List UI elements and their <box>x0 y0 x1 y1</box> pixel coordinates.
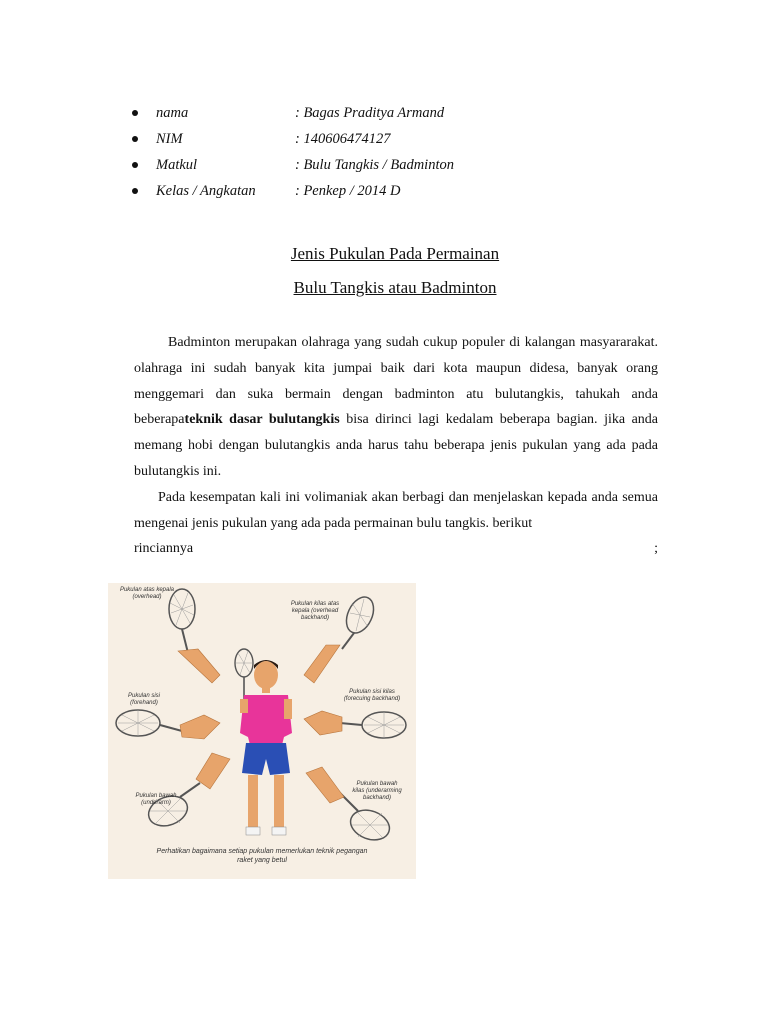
paragraph-2 <box>134 485 658 537</box>
info-row-kelas <box>132 178 612 204</box>
racket-overhead-icon <box>169 589 220 683</box>
label-backhand: Pukulan sisi kilas (forecuing backhand) <box>343 689 401 702</box>
label-overhead-backhand: Pukulan kilas atas kepala (overhead backhand) <box>290 601 340 621</box>
label-overhead: Pukulan atas kepala (overhead) <box>119 587 175 600</box>
info-value: : Bulu Tangkis / Badminton <box>295 156 454 173</box>
racket-forehand-icon <box>116 710 220 739</box>
racket-underhand-icon <box>144 753 230 831</box>
body-text <box>134 330 658 562</box>
label-forehand: Pukulan sisi (forehand) <box>127 693 160 706</box>
racket-backhand-icon <box>304 711 406 738</box>
student-info <box>132 100 612 204</box>
boy-player-figure <box>240 660 292 835</box>
bullet-icon <box>132 162 138 168</box>
paragraph-1-end: bisa dirinci lagi kedalam beberapa bagian. jika anda memang hobi dengan bulutangkis anda harus tahu beberapa jenis pukulan yang ada pada bulutangkis ini. <box>134 412 658 479</box>
paragraph-2-last-line <box>134 536 658 562</box>
info-label: Kelas / Angkatan <box>156 182 256 199</box>
bold-phrase: teknik dasar bulutangkis <box>184 412 340 428</box>
figure-caption: Perhatikan bagaimana setiap pukulan memerlukan teknik pegangan raket yang betul <box>156 848 368 864</box>
illustration-drawing <box>108 583 416 879</box>
info-label: nama <box>156 104 189 121</box>
paragraph-2-last-word: rinciannya <box>134 541 194 557</box>
info-value: : 140606474127 <box>295 130 391 147</box>
racket-underarm-backhand-icon <box>306 767 394 845</box>
info-row-nim <box>132 126 612 152</box>
paragraph-1 <box>134 330 658 485</box>
bullet-icon <box>132 136 138 142</box>
info-label: Matkul <box>156 156 198 173</box>
info-value: : Bagas Praditya Armand <box>295 104 445 121</box>
bullet-icon <box>132 188 138 194</box>
paragraph-2-end-mark: ; <box>654 541 658 557</box>
bullet-icon <box>132 110 138 116</box>
info-row-nama <box>132 100 612 126</box>
label-underarm-backhand: Pukulan bawah kilas (underarming backhand) <box>352 781 402 801</box>
badminton-strokes-illustration <box>108 583 416 879</box>
paragraph-1-start: Badminton merupakan olahraga yang sudah cukup populer di kalangan masyararakat. olahraga ini sudah banyak kita jumpai baik dari kota maupun didesa, banyak orang menggemari dan suka bermain dengan badminton atu bulutangkis, tahukah anda beberapa <box>134 335 658 428</box>
paragraph-2-text: Pada kesempatan kali ini volimaniak akan berbagi dan menjelaskan kepada anda semua mengenai jenis pukulan yang ada pada permainan bulu tangkis. berikut <box>134 489 658 531</box>
page-title-line-1: Jenis Pukulan Pada Permainan <box>290 244 500 263</box>
info-label: NIM <box>156 130 183 147</box>
label-underhand: Pukulan bawah (underarm) <box>135 793 177 806</box>
info-value: : Penkep / 2014 D <box>295 182 401 199</box>
page-title-line-2: Bulu Tangkis atau Badminton <box>293 278 497 297</box>
info-row-matkul <box>132 152 612 178</box>
